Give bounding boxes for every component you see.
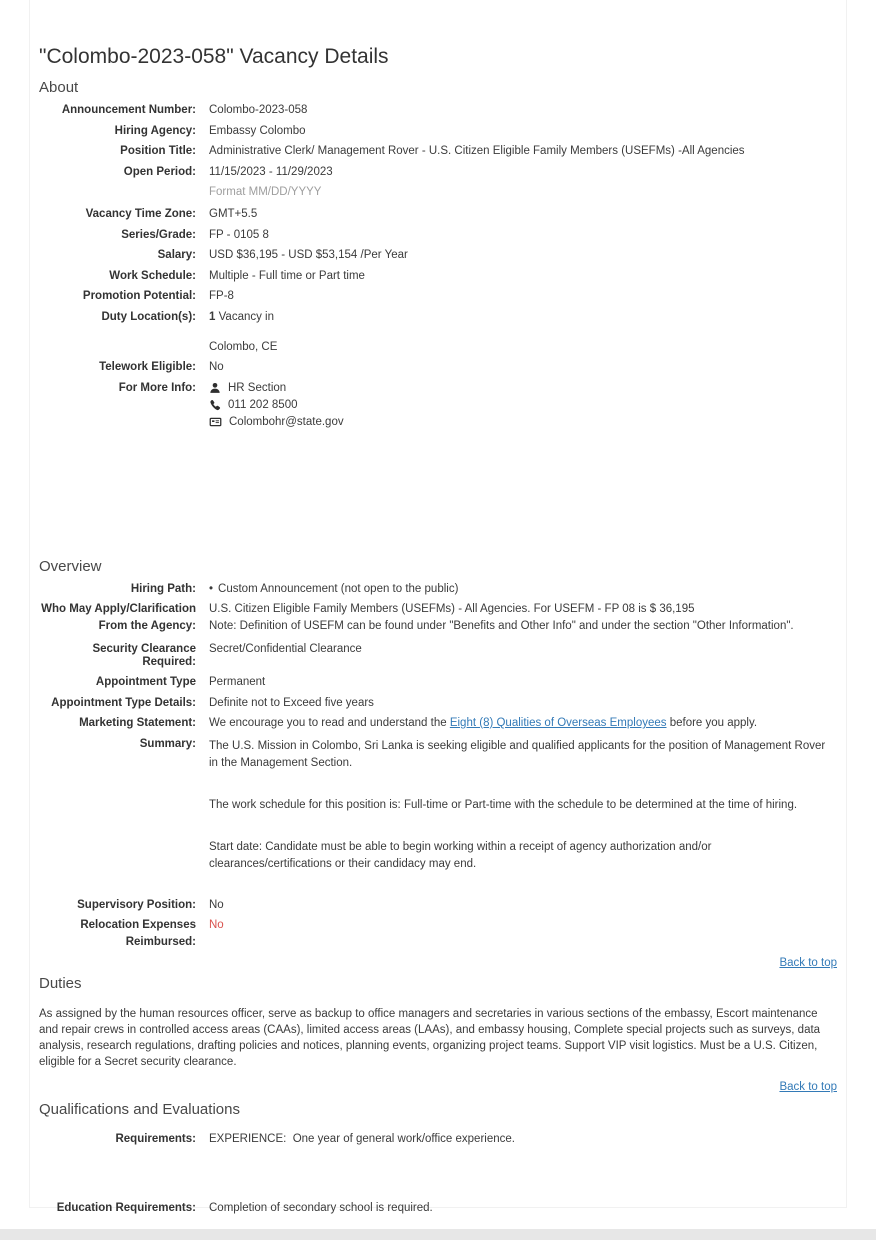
field-label: Security Clearance Required: (92, 642, 196, 668)
field-who-may-apply (39, 603, 837, 635)
field-value: No (209, 361, 224, 373)
field-value: Colombo-2023-058 (209, 104, 308, 116)
contact-card-icon (209, 416, 222, 428)
section-duties (39, 975, 837, 1093)
field-promotion-potential (39, 290, 837, 303)
vacancy-details-panel (29, 0, 847, 1214)
field-label: Summary: (139, 737, 196, 750)
qualities-of-overseas-employees-link[interactable]: Eight (8) Qualities of Overseas Employees (449, 717, 667, 729)
list-bullet: • (209, 582, 214, 595)
field-label: Work Schedule: (109, 269, 196, 282)
field-appointment-type (39, 676, 837, 689)
duty-location: Colombo, CE (209, 340, 278, 353)
person-icon (209, 382, 221, 394)
field-value: Secret/Confidential Clearance (209, 642, 362, 655)
field-value: Completion of secondary school is required. (209, 1201, 433, 1214)
section-about (39, 79, 837, 433)
summary-paragraph-1: The U.S. Mission in Colombo, Sri Lanka is seeking eligible and qualified applicants for the position of Management Rover in the Management Section. (209, 739, 826, 769)
field-series-grade (39, 229, 837, 242)
section-qualifications (39, 1101, 837, 1215)
field-duty-locations (39, 311, 837, 354)
field-value: No (209, 898, 224, 911)
field-marketing-statement (39, 717, 837, 730)
field-label: Relocation Expenses Reimbursed: (80, 919, 196, 948)
field-relocation-expenses (39, 919, 837, 949)
field-value: FP-8 (209, 290, 234, 302)
field-label: Appointment Type (95, 676, 196, 688)
duties-heading: Duties (39, 974, 82, 992)
field-value: Multiple - Full time or Part time (209, 269, 365, 282)
qualifications-heading: Qualifications and Evaluations (39, 1100, 240, 1118)
field-label: Education Requirements: (56, 1201, 196, 1214)
field-telework-eligible (39, 361, 837, 374)
field-label: Open Period: (123, 165, 196, 178)
field-label: Marketing Statement: (79, 717, 196, 729)
field-security-clearance (39, 643, 837, 669)
contact-phone: 011 202 8500 (228, 398, 298, 411)
summary-paragraph-2: The work schedule for this position is: Full-time or Part-time with the schedule to be determined at the time of hiring. (209, 798, 798, 811)
field-summary (39, 738, 837, 873)
overview-heading: Overview (39, 557, 102, 575)
section-overview (39, 558, 837, 969)
phone-icon (209, 399, 221, 411)
field-label: For More Info: (118, 381, 196, 394)
field-label: Promotion Potential: (82, 290, 196, 302)
who-may-apply-line1: U.S. Citizen Eligible Family Members (USEFMs) - All Agencies. For USEFM - FP 08 is $ 36,195 (209, 603, 695, 615)
field-value: EXPERIENCE: One year of general work/office experience. (209, 1132, 515, 1145)
field-requirements (39, 1133, 837, 1146)
field-value: Embassy Colombo (209, 124, 306, 137)
field-for-more-info (39, 382, 837, 433)
field-value (196, 583, 837, 596)
field-value: USD $36,195 - USD $53,154 /Per Year (209, 249, 408, 261)
duties-text: As assigned by the human resources officer, serve as backup to office managers and secretaries in various sections of the embassy, Escort maintenance and repair crews in controlled access areas (CAAs), limited access areas (LAAs), and embassy housing, Complete special projects such as surveys, data analysis, research regulations, drafting policies and notices, planning events, organizing project teams. Support VIP visit logistics. Must be a U.S. Citizen, eligible for a Secret security clearance. (39, 1007, 821, 1068)
contact-email: Colombohr@state.gov (229, 415, 344, 428)
field-education-requirements (39, 1202, 837, 1215)
field-vacancy-time-zone (39, 208, 837, 221)
field-salary (39, 249, 837, 262)
vacancy-count-suffix: Vacancy in (218, 310, 275, 323)
field-work-schedule (39, 270, 837, 283)
field-supervisory-position (39, 899, 837, 912)
vacancy-count: 1 (209, 310, 216, 323)
date-format-hint: Format MM/DD/YYYY (209, 185, 322, 198)
field-label: Series/Grade: (121, 228, 196, 241)
contact-email-line (209, 416, 837, 429)
field-label: Announcement Number: (61, 104, 196, 116)
field-value (196, 601, 837, 635)
contact-name: HR Section (228, 381, 287, 394)
field-label: Supervisory Position: (77, 898, 196, 911)
field-value: Permanent (209, 676, 266, 688)
page-title: "Colombo-2023-058" Vacancy Details (39, 45, 389, 68)
field-label: Position Title: (120, 145, 196, 157)
field-value (196, 738, 837, 873)
field-label: Hiring Path: (130, 582, 196, 595)
back-to-top-link[interactable]: Back to top (779, 956, 837, 969)
duty-locations-count-line (209, 311, 837, 324)
field-value: Administrative Clerk/ Management Rover - U.S. Citizen Eligible Family Members (USEFMs) -All Agencies (209, 145, 745, 157)
back-to-top-link[interactable]: Back to top (779, 1080, 837, 1093)
who-may-apply-line2: Note: Definition of USEFM can be found under "Benefits and Other Info" and under the section "Other Information". (209, 620, 794, 632)
field-announcement-number (39, 104, 837, 117)
field-label: Hiring Agency: (114, 124, 196, 137)
field-position-title (39, 145, 837, 158)
summary-paragraph-3: Start date: Candidate must be able to begin working within a receipt of agency authorization and/or clearances/certifications or their candidacy may end. (209, 840, 712, 870)
horizontal-scrollbar[interactable] (0, 1229, 876, 1240)
about-heading: About (39, 79, 79, 96)
field-label: Salary: (157, 249, 196, 261)
open-period-value: 11/15/2023 - 11/29/2023 (209, 165, 333, 178)
field-label: Duty Location(s): (101, 310, 196, 323)
field-label: Appointment Type Details: (51, 696, 196, 709)
field-value: Definite not to Exceed five years (209, 696, 374, 709)
contact-name-line (209, 382, 837, 395)
relocation-expenses-value: No (209, 919, 224, 931)
field-label: Who May Apply/Clarification From the Agency: (41, 603, 196, 632)
field-hiring-path (39, 583, 837, 596)
contact-phone-line (209, 399, 837, 412)
field-label: Vacancy Time Zone: (85, 208, 196, 220)
field-value: GMT+5.5 (209, 208, 258, 220)
field-hiring-agency (39, 125, 837, 138)
field-open-period (39, 166, 837, 199)
field-value: We encourage you to read and understand the Eight (8) Qualities of Overseas Employees before you apply. (209, 717, 758, 729)
hiring-path-value: Custom Announcement (not open to the public) (218, 582, 459, 595)
field-label: Telework Eligible: (99, 361, 196, 373)
field-appointment-type-details (39, 697, 837, 710)
field-label: Requirements: (115, 1132, 196, 1145)
field-value: FP - 0105 8 (209, 228, 269, 241)
